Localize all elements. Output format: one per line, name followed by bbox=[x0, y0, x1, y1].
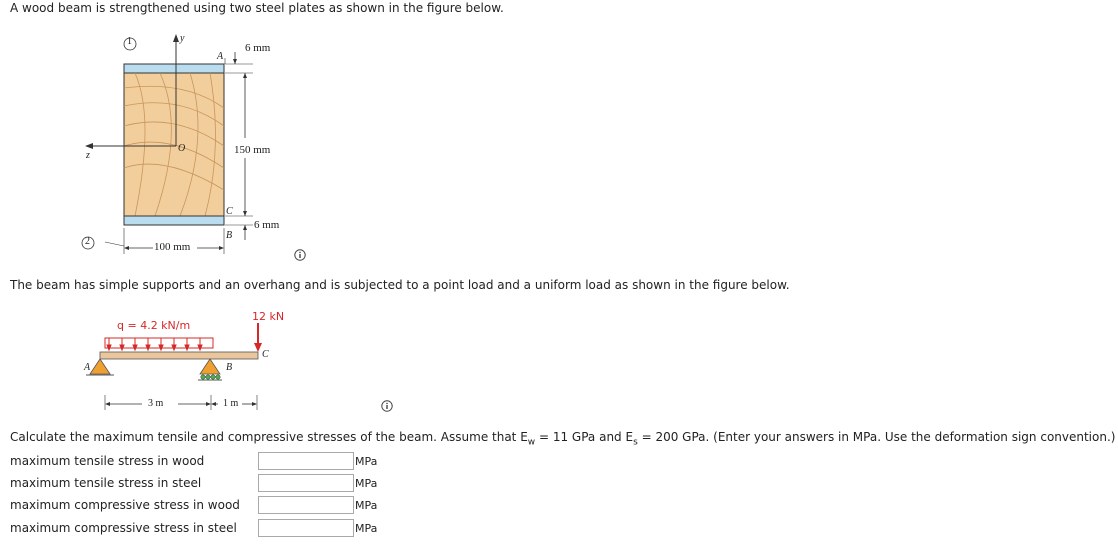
label-C-beam: C bbox=[262, 349, 269, 360]
dim-height: 150 mm bbox=[234, 144, 271, 156]
top-steel-plate bbox=[124, 64, 224, 73]
answer-row-tensile-steel bbox=[10, 474, 430, 494]
label-B-section: B bbox=[226, 230, 233, 241]
question-mid: = 11 GPa and E bbox=[535, 430, 634, 444]
tensile-steel-input[interactable] bbox=[258, 474, 354, 492]
answer-row-compressive-steel bbox=[10, 519, 430, 539]
unit-label: MPa bbox=[355, 522, 378, 535]
dim-bottom-plate: 6 mm bbox=[254, 219, 280, 231]
bottom-steel-plate bbox=[124, 216, 224, 225]
answer-label: maximum tensile stress in wood bbox=[10, 454, 205, 468]
compressive-wood-input[interactable] bbox=[258, 496, 354, 514]
label-circle-1: 1 bbox=[127, 36, 132, 47]
question-text bbox=[10, 430, 1115, 447]
label-circle-2: 2 bbox=[85, 236, 90, 247]
question-prefix: Calculate the maximum tensile and compressive stresses of the beam. Assume that E bbox=[10, 430, 528, 444]
label-y: y bbox=[180, 33, 185, 44]
answer-label: maximum tensile stress in steel bbox=[10, 476, 202, 490]
unit-label: MPa bbox=[355, 477, 378, 490]
distributed-load-label: q = 4.2 kN/m bbox=[117, 319, 191, 332]
beam bbox=[100, 352, 258, 359]
subscript-s: s bbox=[633, 437, 638, 448]
info-icon[interactable] bbox=[294, 249, 306, 261]
intro-text: A wood beam is strengthened using two steel plates as shown in the figure below. bbox=[10, 1, 504, 15]
info-icon[interactable] bbox=[381, 400, 393, 412]
compressive-steel-input[interactable] bbox=[258, 519, 354, 537]
cross-section-figure bbox=[75, 28, 395, 288]
label-A-section: A bbox=[217, 51, 224, 62]
tensile-wood-input[interactable] bbox=[258, 452, 354, 470]
answer-row-tensile-wood bbox=[10, 452, 430, 472]
answer-label: maximum compressive stress in steel bbox=[10, 521, 237, 535]
support-a bbox=[90, 359, 110, 374]
span-length: 3 m bbox=[148, 398, 164, 409]
label-O: O bbox=[178, 143, 186, 154]
label-A-beam: A bbox=[84, 362, 91, 373]
point-load-label: 12 kN bbox=[252, 310, 285, 323]
beam-description: The beam has simple supports and an overhang and is subjected to a point load and a uniform load as shown in the figure below. bbox=[10, 278, 790, 292]
question-suffix: = 200 GPa. (Enter your answers in MPa. Use the deformation sign convention.) bbox=[637, 430, 1116, 444]
label-C-section: C bbox=[226, 206, 233, 217]
label-B-beam: B bbox=[226, 362, 233, 373]
unit-label: MPa bbox=[355, 455, 378, 468]
label-z: z bbox=[86, 150, 90, 161]
dim-top-plate: 6 mm bbox=[245, 42, 271, 54]
answer-label: maximum compressive stress in wood bbox=[10, 498, 240, 512]
subscript-w: w bbox=[527, 437, 536, 448]
unit-label: MPa bbox=[355, 499, 378, 512]
overhang-length: 1 m bbox=[223, 398, 239, 409]
dim-width: 100 mm bbox=[154, 241, 191, 253]
support-b bbox=[200, 359, 220, 374]
answer-row-compressive-wood bbox=[10, 496, 430, 516]
